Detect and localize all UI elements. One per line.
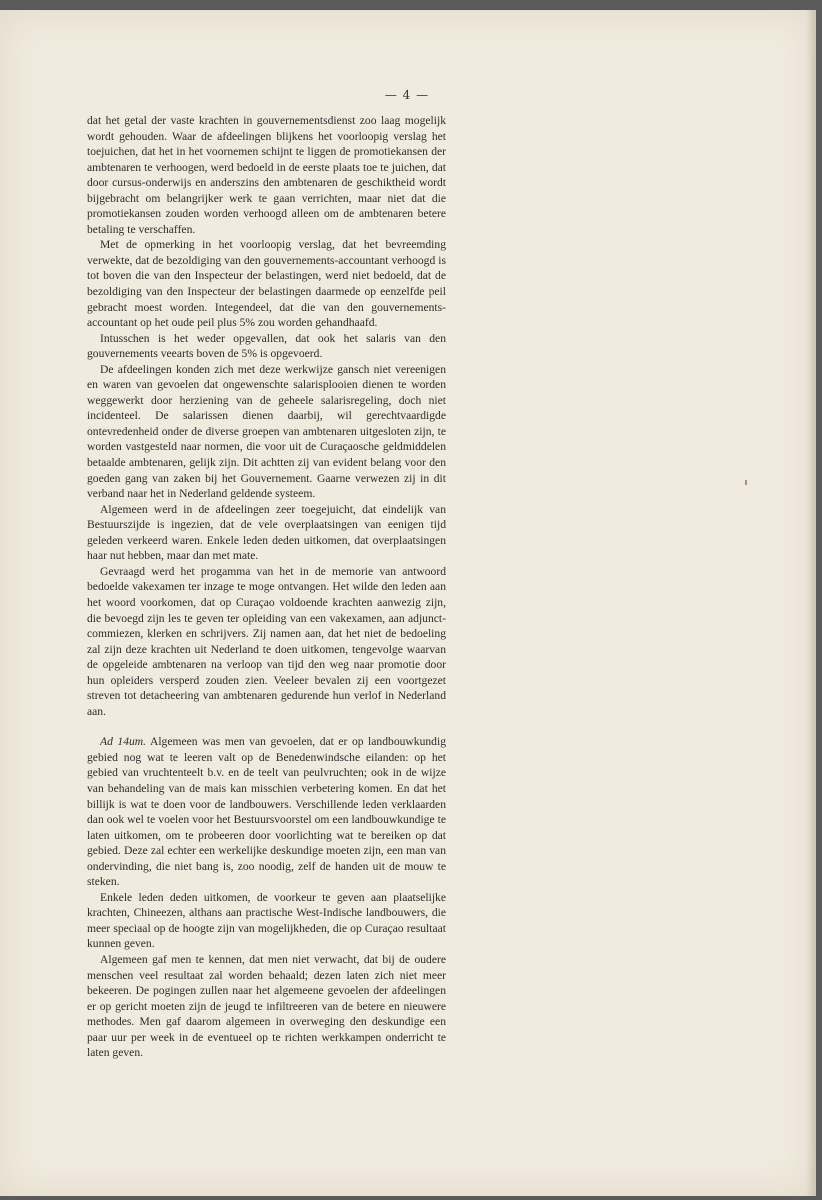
paper-speck: [745, 480, 747, 485]
paragraph: [87, 502, 446, 564]
paragraph-text: Algemeen was men van gevoelen, dat er op landbouwkundig gebied nog wat te leeren valt op de Benedenwindsche eilanden: op het gebied van vruchtenteelt b.v. en de teelt van peulvruchten; ook in de wijze van behandeling van de mais kan misschien verbetering komen. En dat het billijk is wat te doen voor de landbouwers. Verschillende leden verklaarden dan ook wel te voelen voor het Bestuursvoorstel om een landbouwkundige te laten uitkomen, om te probeeren door voorlichting wat te bereiken op dat gebied. Deze zal echter een werkelijke deskundige moeten zijn, een man van ondervinding, die niet bang is, zoo noodig, zelf de handen uit de mouw te steken.: [87, 735, 446, 889]
paragraph-text: Intusschen is het weder opgevallen, dat ook het salaris van den gouvernements veearts boven de 5% is opgevoerd.: [87, 331, 446, 361]
paragraph: [87, 362, 446, 502]
paragraph: [87, 890, 446, 952]
paragraph-text: Algemeen werd in de afdeelingen zeer toegejuicht, dat eindelijk van Bestuurszijde is ingezien, dat de vele overplaatsingen van eenigen tijd geleden verkeerd waren. Enkele leden deden uitkomen, dat overplaatsingen haar nut hebben, maar dan met mate.: [87, 502, 446, 563]
paragraph-text: dat het getal der vaste krachten in gouvernementsdienst zoo laag mogelijk wordt gehouden. Waar de afdeelingen blijkens het voorloopig verslag het toejuichen, dat het in het voornemen schijnt te liggen de promotiekansen der ambtenaren te verhoogen, werd bedoeld in de eerste plaats toe te juichen, dat door cursus-onderwijs en anderszins den ambtenaren de geschiktheid wordt bijgebracht om belangrijker werk te gaan verrichten, maar niet dat die promotiekansen zouden worden verhoogd alleen om de ambtenaren betere betaling te verschaffen.: [87, 114, 446, 236]
page-edge-shadow: [806, 10, 814, 1196]
paragraph: [87, 564, 446, 719]
paragraph: [87, 237, 446, 330]
paragraph-text: Gevraagd werd het progamma van het in de memorie van antwoord bedoelde vakexamen ter inzage te moge ontvangen. Het wilde den leden aan het woord voorkomen, dat op Curaçao voldoende krachten aanwezig zijn, die bevoegd zijn les te geven ter opleiding van een vakexamen, aan adjunct-commiezen, klerken en schrijvers. Zij namen aan, dat het niet de bedoeling zal zijn deze krachten uit Nederland te doen uitkomen, tengevolge waarvan de opgeleide ambtenaren na verloop van tijd den weg naar promotie door hun opleiders versperd zouden zien. Veeleer bevalen zij een voortgezet streven tot detacheering van ambtenaren gedurende hun verlof in Nederland aan.: [87, 564, 446, 718]
paragraph-text: Met de opmerking in het voorloopig verslag, dat het bevreemding verwekte, dat de bezoldiging van den gouvernements-accountant verhoogd is tot boven die van den Inspecteur der belastingen, werd niet bedoeld, dat de bezoldiging van den Inspecteur der belastingen daarmede op eenzelfde peil gebracht moest worden. Integendeel, dat die van den gouvernements-accountant op het oude peil plus 5% zou worden gehandhaafd.: [87, 238, 446, 330]
paragraph-text: Algemeen gaf men te kennen, dat men niet verwacht, dat bij de oudere menschen veel resultaat zal worden behaald; dezen laten zich niet meer bekeeren. De pogingen zullen naar het algemeene gevoelen der afdeelingen er op gericht moeten zijn de jeugd te infiltreeren van de betere en nieuwere methodes. Men gaf daarom algemeen in overweging den deskundige een paar uur per week in de eventueel op te richten werkkampen onderricht te laten geven.: [87, 952, 446, 1060]
paragraph-text: De afdeelingen konden zich met deze werkwijze gansch niet vereenigen en waren van gevoelen dat ongewenschte salarisplooien dienen te worden weggewerkt door herziening van de geheele salarisregeling, doch niet incidenteel. De salarissen dienen daarbij, wil gerechtvaardigde ontevredenheid onder de diverse groepen van ambtenaren uitgesloten zijn, te worden vastgesteld naar normen, die voor uit de Curaçaosche geldmiddelen betaalde ambtenaren, gelijk zijn. Dit achtten zij van evident belang voor den goeden gang van zaken bij het Gouvernement. Gaarne verwezen zij in dit verband naar het in Nederland geldende systeem.: [87, 362, 446, 501]
paragraph: [87, 113, 446, 237]
document-body: [87, 113, 446, 1061]
paragraph-text: Enkele leden deden uitkomen, de voorkeur te geven aan plaatselijke krachten, Chineezen, althans aan practische West-Indische landbouwers, die meer speciaal op de hoogte zijn van mogelijkheden, die op Curaçao resultaat kunnen geven.: [87, 890, 446, 951]
document-page: [0, 10, 816, 1196]
paragraph: [87, 331, 446, 362]
paragraph: [87, 952, 446, 1061]
paragraph: [87, 734, 446, 889]
paragraph-lead: Ad 14um.: [100, 735, 147, 749]
page-number: — 4 —: [384, 88, 430, 102]
